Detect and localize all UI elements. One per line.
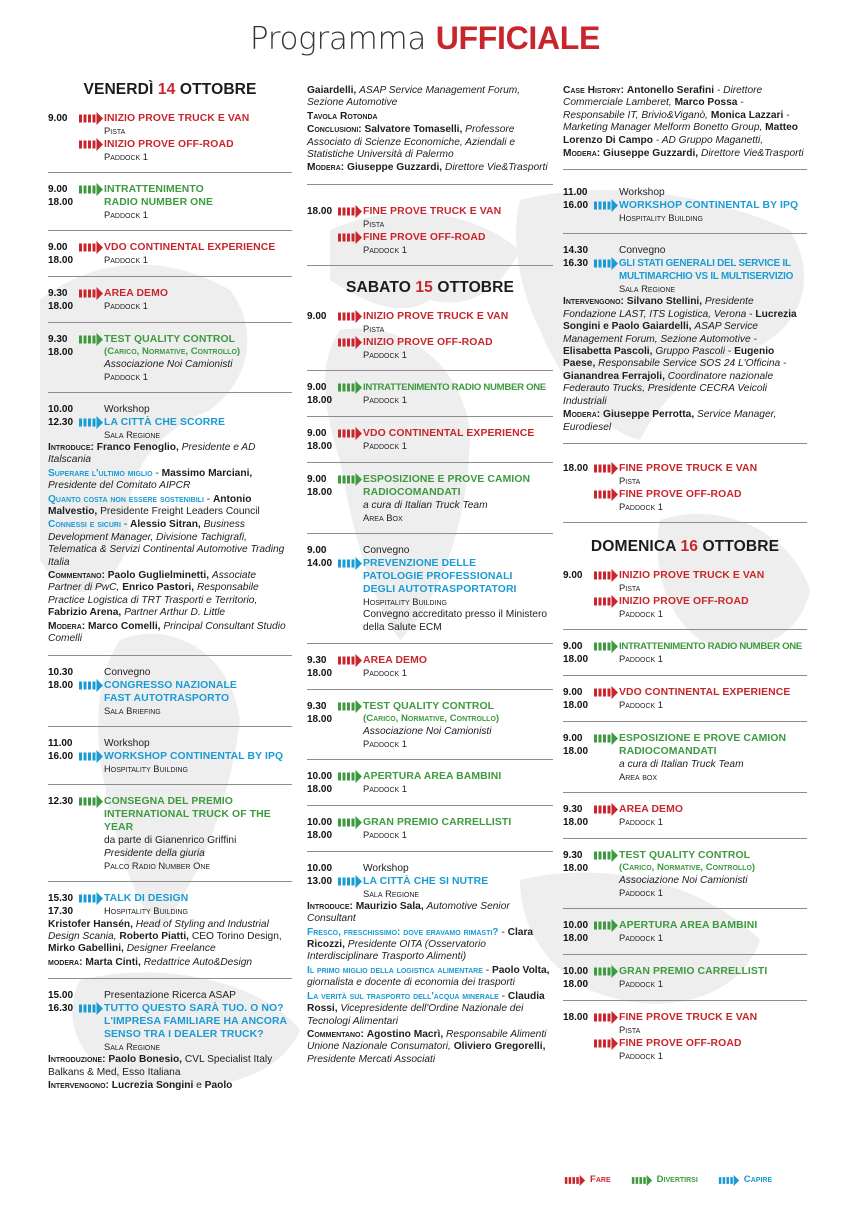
fare-arrow-icon [593,462,619,475]
capire-arrow-icon [337,557,363,570]
event-item: 10.00 18.00 GRAN PREMIO CARRELLISTI Paddock 1 [563,961,807,1001]
divertirsi-arrow-icon [337,700,363,713]
event-item: 11.00 16.00 Workshop WORKSHOP CONTINENTAL BY IPQ Hospitality Building [48,733,292,785]
event-item: 18.00 FINE PROVE TRUCK E VAN Pista FINE PROVE OFF-ROAD Paddock 1 [563,450,807,523]
event-item: 9.30 18.00 AREA DEMO Paddock 1 [563,799,807,839]
divertirsi-arrow-icon [593,919,619,932]
event-item: 9.00 18.00 ESPOSIZIONE E PROVE CAMION RADIOCOMANDATI a cura di Italian Truck Team Area Box [307,469,553,534]
event-item: 9.00 18.00 ESPOSIZIONE E PROVE CAMION RADIOCOMANDATI a cura di Italian Truck Team Area box [563,728,807,793]
capire-arrow-icon [78,750,104,763]
event-item: 9.00 14.00 Convegno PREVENZIONE DELLE PATOLOGIE PROFESSIONALI DEGLI AUTOTRASPORTATORI Hospitality Building Convegno accreditato presso il Ministero della Salute ECM [307,540,553,644]
divertirsi-arrow-icon [593,849,619,862]
legend-divertirsi: Divertirsi [631,1174,698,1186]
event-item: 9.00 INIZIO PROVE TRUCK E VAN Pista INIZIO PROVE OFF-ROAD Paddock 1 [563,565,807,630]
event-item: 9.30 18.00 TEST QUALITY CONTROL (Carico, Normative, Controllo) Associazione Noi Camionisti Paddock 1 [48,329,292,393]
divertirsi-arrow-icon [337,473,363,486]
event-item: 9.00 18.00 INTRATTENIMENTO RADIO NUMBER ONE Paddock 1 [563,636,807,676]
capire-arrow-icon [78,679,104,692]
column-friday [48,80,292,1107]
fare-arrow-icon [337,310,363,323]
event-item: 10.30 18.00 Convegno CONGRESSO NAZIONALE FAST AUTOTRASPORTO Sala Briefing [48,662,292,727]
fare-arrow-icon [564,1175,586,1186]
legend [564,1174,814,1186]
event-item: 18.00 FINE PROVE TRUCK E VAN Pista FINE PROVE OFF-ROAD Paddock 1 [307,191,553,266]
capire-arrow-icon [718,1175,740,1186]
divertirsi-arrow-icon [337,381,363,394]
capire-arrow-icon [337,875,363,888]
day-header-friday: VENERDÌ 14 OTTOBRE [83,81,257,98]
divertirsi-arrow-icon [337,816,363,829]
fare-arrow-icon [593,488,619,501]
capire-arrow-icon [78,416,104,429]
fare-arrow-icon [593,569,619,582]
capire-arrow-icon [78,892,104,905]
divertirsi-arrow-icon [78,183,104,196]
fare-arrow-icon [337,427,363,440]
divertirsi-arrow-icon [593,965,619,978]
capire-arrow-icon [78,1002,104,1015]
event-item: 15.00 16.30 Presentazione Ricerca ASAP TUTTO QUESTO SARÀ TUO. O NO? L'IMPRESA FAMILIARE HA ANCORA SENSO TRA I DEALER TRUCK? Sala Regione Introduzione: Paolo Bonesio, CVL Specialist Italy Balkans & Med, Esso Italiana Intervengono: Lucrezia Songini e Paolo [48,990,287,1091]
divertirsi-arrow-icon [593,732,619,745]
event-item: 9.30 18.00 AREA DEMO Paddock 1 [48,283,292,323]
fare-arrow-icon [337,654,363,667]
event-item: 9.30 18.00 TEST QUALITY CONTROL (Carico, Normative, Controllo) Associazione Noi Camionisti Paddock 1 [563,845,807,909]
event-item: 12.30 CONSEGNA DEL PREMIO INTERNATIONAL TRUCK OF THE YEAR da parte di Gianenrico Griffini Presidente della giuria Palco Radio Number One [48,791,292,882]
event-item: 9.00 INIZIO PROVE TRUCK E VAN Pista INIZIO PROVE OFF-ROAD Paddock 1 [307,306,553,371]
fare-arrow-icon [593,803,619,816]
event-item: 14.30 16.30 Convegno GLI STATI GENERALI DEL SERVICE IL MULTIMARCHIO VS IL MULTISERVIZIO Sala Regione Intervengono: Silvano Stellini, Presidente Fondazione LAST, ITS Logistica, Verona - Lucrezia Songini e Paolo Gaiardelli, ASAP Service Management Forum, Sezione Automotive - Elisabetta Pascoli, Gruppo Pascoli - Eugenio Paese, Responsabile Service SOS 24 L'Officina - Gianandrea Ferrajoli, Coordinatore nazionale Federauto Trucks, Presidente CECRA Veicoli Industriali Modera: Giuseppe Perrotta, Service Manager, Eurodiesel [563,240,807,443]
fare-arrow-icon [593,1037,619,1050]
divertirsi-arrow-icon [337,770,363,783]
divertirsi-arrow-icon [78,333,104,346]
fare-arrow-icon [78,138,104,151]
fare-arrow-icon [337,336,363,349]
event-item: 10.00 13.00 Workshop LA CITTÀ CHE SI NUTRE Sala Regione Introduce: Maurizio Sala, Automotive Senior Consultant Fresco, freschissimo: dove eravamo rimasti? - Clara Ricozzi, Presidente OITA (Osservatorio Interdisciplinare Trasporto Alimenti) Il primo miglio della logistica alimentare - Paolo Volta, giornalista e docente di economia dei trasporti La verità sul trasporto dell'acqua minerale - Claudia Rossi, Vicepresidente dell'Ordine Nazionale dei Tecnologi Alimentari Commentano: Agostino Macrì, Responsabile Alimenti Unione Nazionale Consumatori, Oliviero Gregorelli, Presidente Mercati Associati [307,862,550,1065]
event-item: 10.00 18.00 APERTURA AREA BAMBINI Paddock 1 [307,766,553,806]
day-header-sunday: DOMENICA 16 OTTOBRE [590,537,780,555]
fare-arrow-icon [78,241,104,254]
event-item: 9.00 18.00 INTRATTENIMENTO RADIO NUMBER ONE Paddock 1 [307,377,553,417]
event-continuation: Gaiardelli, ASAP Service Management Forum, Sezione Automotive Tavola Rotonda Conclusioni: Salvatore Tomaselli, Professore Associato di Scienze Economiche, Aziendali e Statistiche Università di Palermo Modera: Giuseppe Guzzardi, Direttore Vie&Trasporti [307,85,553,185]
event-item: 9.00 18.00 INTRATTENIMENTO RADIO NUMBER ONE Paddock 1 [48,179,292,231]
event-continuation: Case History: Antonello Serafini - Direttore Commerciale Lamberet, Marco Possa - Responsabile IT, Brivio&Viganò, Monica Lazzari - Marketing Manager Melform Bonetto Group, Matteo Lorenzo Di Campo - AD Gruppo Maganetti, Modera: Giuseppe Guzzardi, Direttore Vie&Trasporti [563,85,807,170]
event-item: 18.00 FINE PROVE TRUCK E VAN Pista FINE PROVE OFF-ROAD Paddock 1 [563,1011,758,1061]
event-item: 10.00 18.00 APERTURA AREA BAMBINI Paddock 1 [563,915,807,955]
event-item: 9.00 INIZIO PROVE TRUCK E VAN Pista INIZIO PROVE OFF-ROAD Paddock 1 [48,108,292,173]
page-title: Programma UFFICIALE [249,20,601,57]
column-saturday [307,80,553,1081]
event-item: 10.00 18.00 GRAN PREMIO CARRELLISTI Paddock 1 [307,812,553,852]
fare-arrow-icon [337,231,363,244]
legend-fare: Fare [564,1174,611,1186]
divertirsi-arrow-icon [631,1175,653,1186]
legend-capire: Capire [718,1174,772,1186]
event-item: 11.00 16.00 Workshop WORKSHOP CONTINENTAL BY IPQ Hospitality Building [563,176,807,234]
event-item: 9.00 18.00 VDO CONTINENTAL EXPERIENCE Paddock 1 [307,423,553,463]
divertirsi-arrow-icon [593,640,619,653]
fare-arrow-icon [593,595,619,608]
day-header-saturday: SABATO 15 OTTOBRE [345,278,515,296]
fare-arrow-icon [78,287,104,300]
event-item: 9.30 18.00 TEST QUALITY CONTROL (Carico, Normative, Controllo) Associazione Noi Camionisti Paddock 1 [307,696,553,760]
fare-arrow-icon [593,686,619,699]
capire-arrow-icon [593,257,619,270]
fare-arrow-icon [337,205,363,218]
event-item: 15.30 17.30 TALK DI DESIGN Hospitality Building Kristofer Hansén, Head of Styling and Industrial Design Scania, Roberto Piatti, CEO Torino Design, Mirko Gabellini, Designer Freelance modera: Marta Cinti, Redattrice Auto&Design [48,888,292,980]
event-item: 9.30 18.00 AREA DEMO Paddock 1 [307,650,553,690]
event-item: 9.00 18.00 VDO CONTINENTAL EXPERIENCE Paddock 1 [48,237,292,277]
capire-arrow-icon [593,199,619,212]
fare-arrow-icon [78,112,104,125]
event-item: 9.00 18.00 VDO CONTINENTAL EXPERIENCE Paddock 1 [563,682,807,722]
event-item: 10.00 12.30 Workshop LA CITTÀ CHE SCORRE Sala Regione Introduce: Franco Fenoglio, Presidente e AD Italscania Superare l'ultimo miglio - Massimo Marciani, Presidente del Comitato AIPCR Quanto costa non essere sostenibili - Antonio Malvestio, Presidente Freight Leaders Council Connessi e sicuri - Alessio Sitran, Business Development Manager, Divisione Tachigrafi, Telematica & Servizi Continental Automotive Trading Italia Commentano: Paolo Guglielminetti, Associate Partner di PwC, Enrico Pastori, Responsabile Practice Logistica di TRT Trasporti e Territorio, Fabrizio Arena, Partner Arthur D. Little Modera: Marco Comelli, Principal Consultant Studio Comelli [48,399,292,656]
fare-arrow-icon [593,1011,619,1024]
divertirsi-arrow-icon [78,795,104,808]
column-sunday [563,80,807,1077]
